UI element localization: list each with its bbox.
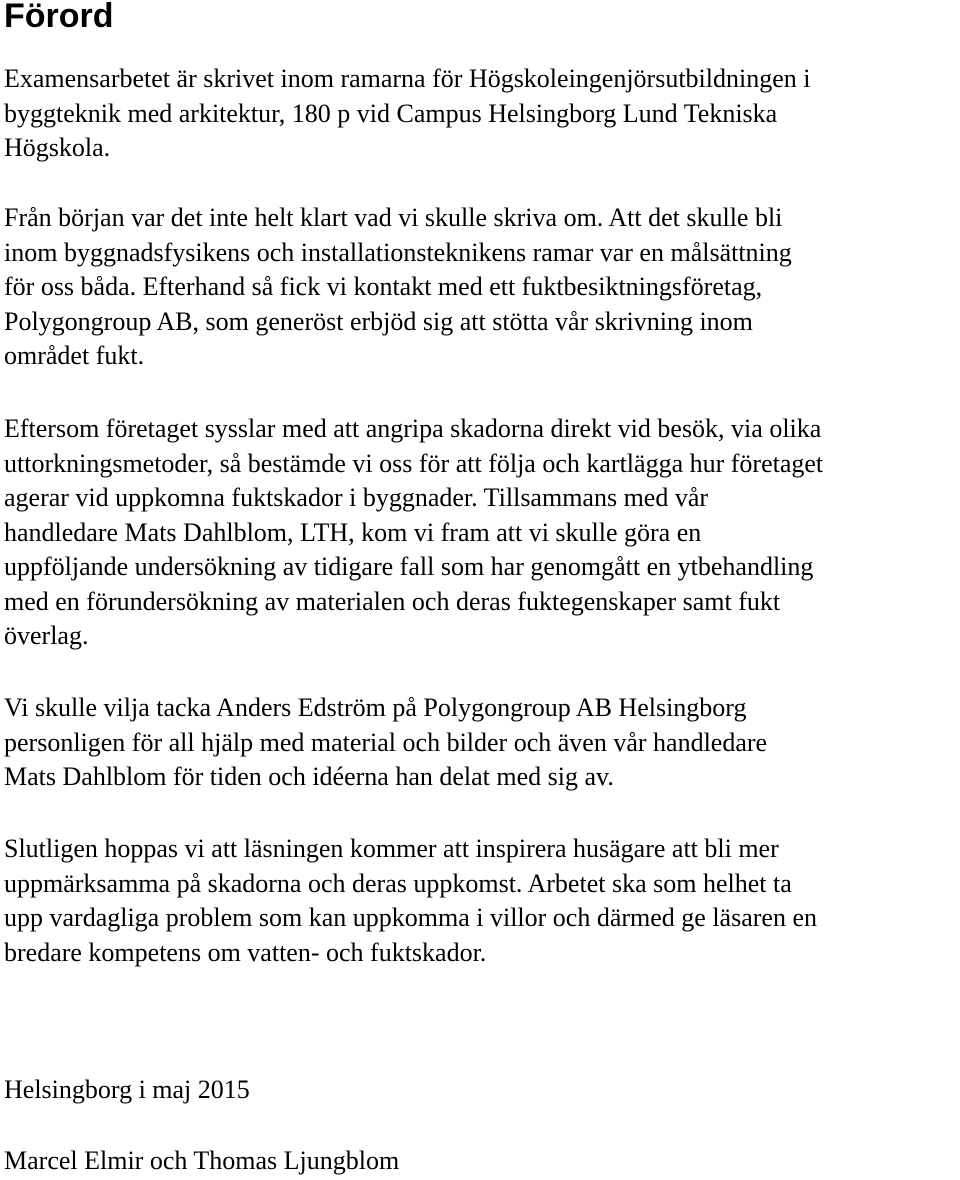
paragraph-acknowledgements (4, 691, 956, 795)
text-line: uppföljande undersökning av tidigare fall som har genomgått en ytbehandling (4, 552, 814, 581)
authors (4, 1144, 956, 1179)
text-line: inom byggnadsfysikens och installationsteknikens ramar var en målsättning (4, 237, 792, 267)
text-line: Vi skulle vilja tacka Anders Edström på Polygongroup AB Helsingborg (4, 693, 747, 722)
text-line: byggteknik med arkitektur, 180 p vid Campus Helsingborg Lund Tekniska (4, 98, 778, 128)
text-line: Polygongroup AB, som generöst erbjöd sig att stötta vår skrivning inom (4, 306, 753, 336)
text-line: uttorkningsmetoder, så bestämde vi oss för att följa och kartlägga hur företaget (4, 448, 824, 478)
text-line: uppmärksamma på skadorna och deras uppkomst. Arbetet ska som helhet ta (4, 868, 792, 898)
text-line: handledare Mats Dahlblom, LTH, kom vi fram att vi skulle göra en (4, 517, 702, 547)
paragraph-intro (4, 62, 956, 166)
text-line: Eftersom företaget sysslar med att angripa skadorna direkt vid besök, via olika (4, 414, 822, 443)
text-line: Från början var det inte helt klart vad vi skulle skriva om. Att det skulle bli (4, 203, 783, 232)
text-line: Slutligen hoppas vi att läsningen kommer att inspirera husägare att bli mer (4, 834, 779, 863)
page-title: Förord (4, 0, 114, 35)
place-date-text: Helsingborg i maj 2015 (4, 1075, 250, 1104)
text-line: med en förundersökning av materialen och deras fuktegenskaper samt fukt (4, 586, 781, 616)
text-line: Examensarbetet är skrivet inom ramarna för Högskoleingenjörsutbildningen i (4, 64, 811, 93)
text-line: upp vardagliga problem som kan uppkomma i villor och därmed ge läsaren en (4, 903, 817, 932)
authors-text: Marcel Elmir och Thomas Ljungblom (4, 1146, 400, 1175)
paragraph-conclusion (4, 832, 956, 970)
place-and-date (4, 1073, 956, 1108)
text-line: personligen för all hjälp med material och bilder och även vår handledare (4, 727, 768, 757)
text-line: Högskola. (4, 133, 111, 162)
paragraph-method (4, 412, 956, 654)
text-line: bredare kompetens om vatten- och fuktskador. (4, 937, 487, 967)
text-line: Mats Dahlblom för tiden och idéerna han delat med sig av. (4, 762, 614, 791)
text-line: området fukt. (4, 341, 145, 370)
paragraph-background (4, 201, 956, 374)
text-line: överlag. (4, 621, 89, 650)
text-line: för oss båda. Efterhand så fick vi kontakt med ett fuktbesiktningsföretag, (4, 272, 763, 301)
text-line: agerar vid uppkomna fuktskador i byggnader. Tillsammans med vår (4, 483, 709, 512)
